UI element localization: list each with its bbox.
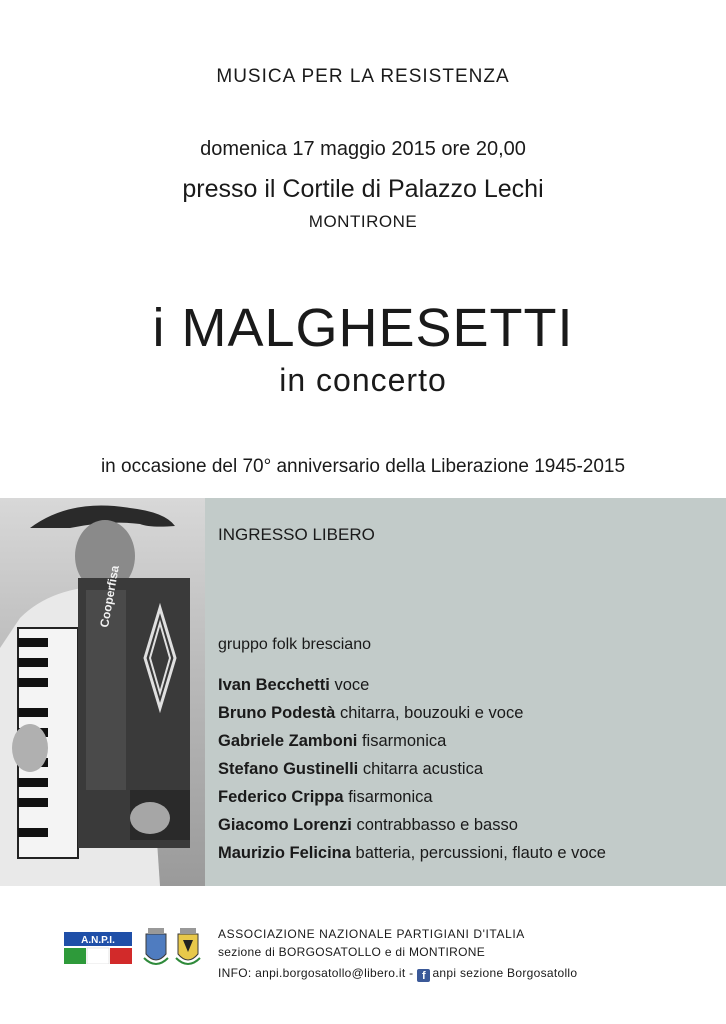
list-item [218, 787, 606, 815]
borgosatollo-crest-icon [142, 928, 170, 968]
band-info-panel [0, 498, 726, 886]
event-date: domenica 17 maggio 2015 ore 20,00 [200, 138, 526, 160]
contact-email: INFO: anpi.borgosatollo@libero.it - [218, 966, 414, 980]
association-name: ASSOCIAZIONE NAZIONALE PARTIGIANI D'ITALIA [218, 927, 525, 941]
list-item [218, 843, 606, 871]
list-item [218, 703, 606, 731]
member-role: contrabbasso e basso [356, 816, 518, 834]
member-name: Bruno Podestà [218, 704, 336, 722]
anpi-logo-text: A.N.P.I. [81, 935, 115, 946]
member-name: Giacomo Lorenzi [218, 816, 352, 834]
member-role: fisarmonica [361, 732, 447, 750]
member-role: chitarra, bouzouki e voce [339, 704, 524, 722]
association-section: sezione di BORGOSATOLLO e di MONTIRONE [218, 945, 486, 959]
member-role: fisarmonica [348, 788, 433, 806]
series-title: MUSICA PER LA RESISTENZA [216, 66, 510, 87]
member-name: Ivan Becchetti [218, 676, 330, 694]
sponsor-logos [64, 928, 204, 970]
accordion-illustration [0, 498, 205, 886]
occasion-line: in occasione del 70° anniversario della Liberazione 1945-2015 [100, 456, 626, 477]
facebook-icon: f [417, 969, 430, 982]
accordion-brand: Cooperfisa [97, 564, 122, 629]
list-item [218, 675, 606, 703]
concert-subtitle: in concerto [279, 362, 447, 398]
contact-info [218, 966, 577, 982]
event-venue: presso il Cortile di Palazzo Lechi [182, 175, 544, 203]
list-item [218, 815, 606, 843]
member-name: Gabriele Zamboni [218, 732, 358, 750]
montirone-crest-icon [174, 928, 202, 968]
member-name: Stefano Gustinelli [218, 760, 359, 778]
band-members-list [218, 675, 606, 871]
facebook-page: anpi sezione Borgosatollo [432, 966, 578, 980]
member-role: chitarra acustica [362, 760, 484, 778]
member-role: batteria, percussioni, flauto e voce [355, 844, 606, 862]
list-item [218, 731, 606, 759]
list-item [218, 759, 606, 787]
free-entry-label: INGRESSO LIBERO [218, 525, 375, 544]
member-name: Federico Crippa [218, 788, 344, 806]
accordion-player-photo [0, 498, 205, 886]
band-genre: gruppo folk bresciano [218, 636, 371, 653]
member-name: Maurizio Felicina [218, 844, 351, 862]
event-town: MONTIRONE [308, 212, 418, 231]
member-role: voce [334, 676, 370, 694]
band-name: i MALGHESETTI [152, 298, 574, 358]
anpi-logo [64, 932, 132, 964]
